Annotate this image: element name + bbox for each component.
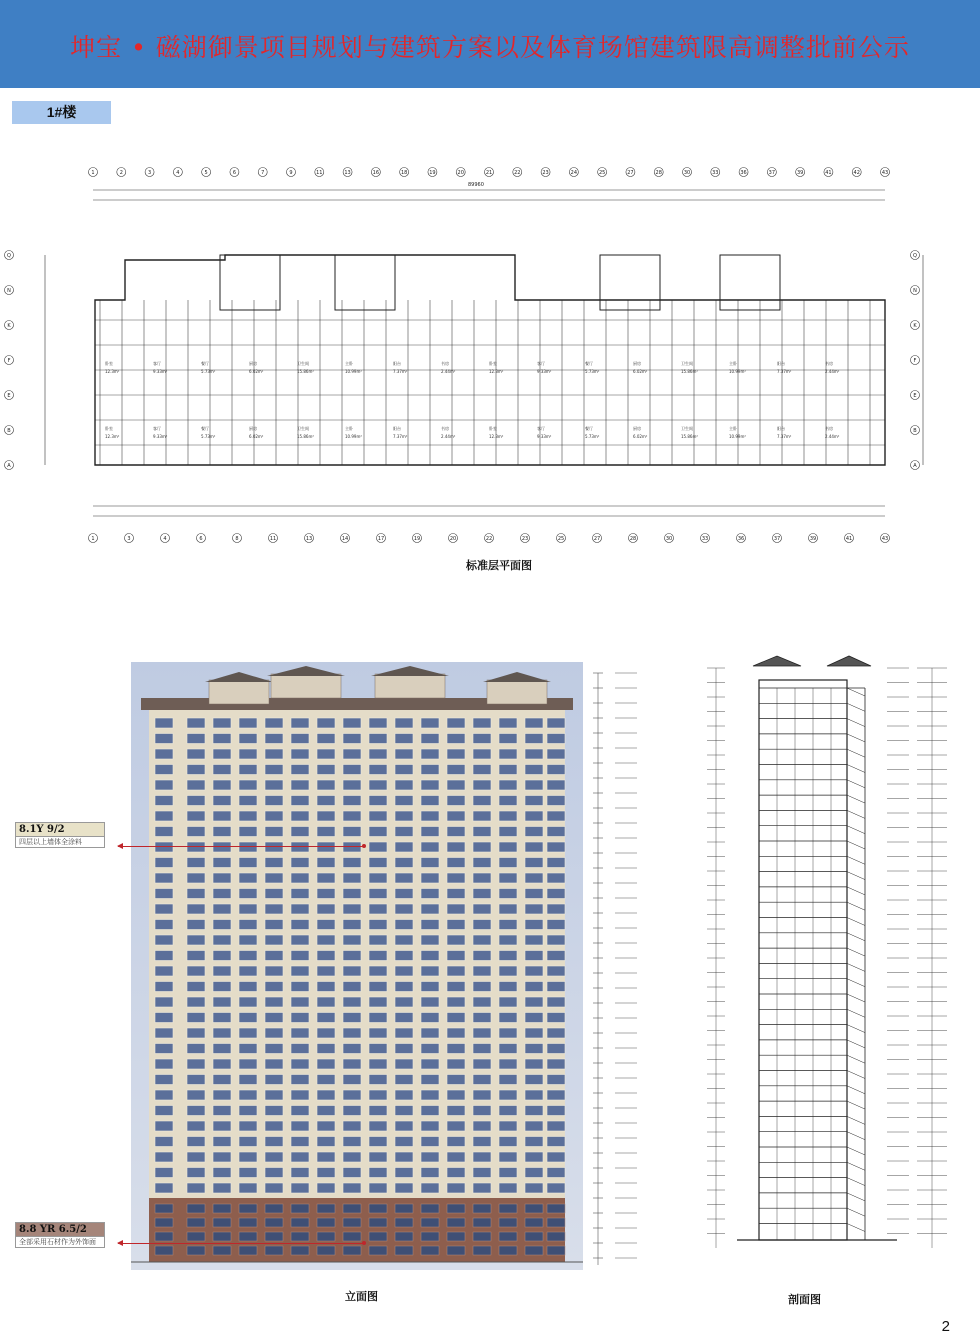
axis-label-top: 13: [344, 170, 351, 176]
axis-label-top: 39: [796, 170, 804, 176]
room-area: 12.3m²: [105, 434, 120, 439]
room-label: 阳台: [777, 426, 785, 431]
room-label: 卧室: [489, 361, 497, 366]
axis-label-bottom: 22: [485, 536, 493, 542]
axis-label-right: A: [913, 463, 917, 469]
room-area: 6.02m²: [633, 369, 648, 374]
room-area: 5.73m²: [585, 369, 600, 374]
elevation-caption: 立面图: [345, 1291, 378, 1303]
room-area: 12.3m²: [105, 369, 120, 374]
room-area: 2.44m²: [441, 434, 456, 439]
axis-label-top: 22: [514, 170, 521, 176]
room-label: 厨房: [633, 426, 641, 431]
room-label: 厨房: [249, 426, 257, 431]
axis-label-top: 41: [825, 170, 832, 176]
axis-label-top: 11: [316, 170, 323, 176]
room-label: 客厅: [537, 361, 545, 366]
floor-plan-drawing: [7, 160, 917, 545]
axis-label-bottom: 28: [629, 536, 637, 542]
room-area: 10.99m²: [345, 369, 362, 374]
room-area: 10.99m²: [729, 434, 746, 439]
section-caption: 剖面图: [788, 1294, 821, 1306]
plan-total-dim: 89960: [468, 182, 484, 188]
material-label-lower: [15, 1222, 105, 1248]
axis-label-right: K: [913, 323, 917, 329]
axis-label-bottom: 25: [557, 536, 565, 542]
axis-label-top: 19: [429, 170, 436, 176]
header-banner: [0, 0, 980, 88]
room-label: 书房: [825, 426, 833, 431]
axis-label-top: 4: [176, 170, 180, 176]
axis-label-bottom: 37: [773, 536, 781, 542]
room-label: 主卧: [729, 361, 737, 366]
room-label: 卫生间: [681, 426, 693, 431]
axis-label-top: 42: [853, 170, 860, 176]
room-area: 5.73m²: [201, 369, 216, 374]
axis-label-top: 43: [881, 170, 889, 176]
axis-label-left: B: [7, 428, 11, 434]
room-area: 7.37m²: [393, 434, 408, 439]
axis-label-left: N: [7, 288, 11, 294]
leader-arrow-upper: [118, 846, 364, 847]
elevation-level-marks: [585, 665, 645, 1275]
room-area: 2.44m²: [441, 369, 456, 374]
room-area: 6.02m²: [249, 434, 264, 439]
room-area: 7.37m²: [777, 369, 792, 374]
room-area: 12.3m²: [489, 434, 504, 439]
axis-label-top: 25: [598, 170, 606, 176]
room-area: 15.86m²: [297, 434, 314, 439]
axis-label-bottom: 41: [845, 536, 853, 542]
axis-label-bottom: 17: [377, 536, 385, 542]
axis-label-top: 30: [683, 170, 691, 176]
axis-label-top: 18: [400, 170, 408, 176]
leader-arrow-lower: [118, 1243, 364, 1244]
axis-label-top: 2: [119, 170, 123, 176]
room-area: 6.02m²: [249, 369, 264, 374]
axis-label-left: F: [7, 358, 11, 364]
axis-label-left: K: [7, 323, 11, 329]
axis-label-bottom: 39: [809, 536, 817, 542]
axis-label-left: A: [7, 463, 11, 469]
room-area: 2.44m²: [825, 434, 840, 439]
room-label: 餐厅: [585, 361, 593, 366]
axis-label-top: 1: [91, 170, 95, 176]
plan-caption: 标准层平面图: [466, 560, 532, 572]
room-label: 阳台: [393, 426, 401, 431]
axis-label-top: 36: [740, 170, 747, 176]
room-area: 7.37m²: [393, 369, 408, 374]
axis-label-bottom: 6: [199, 536, 203, 542]
room-label: 厨房: [633, 361, 641, 366]
room-label: 卫生间: [297, 361, 309, 366]
material-desc: 全部采用石材作为外饰面: [16, 1236, 104, 1247]
page-number: 2: [941, 1318, 950, 1335]
axis-label-bottom: 30: [665, 536, 673, 542]
axis-label-top: 23: [542, 170, 549, 176]
room-label: 卧室: [105, 361, 113, 366]
room-area: 5.73m²: [201, 434, 216, 439]
axis-label-top: 6: [232, 170, 237, 176]
axis-label-top: 27: [627, 170, 634, 176]
axis-label-right: F: [913, 358, 917, 364]
axis-label-bottom: 19: [413, 536, 421, 542]
room-label: 餐厅: [585, 426, 593, 431]
room-label: 客厅: [537, 426, 545, 431]
room-label: 餐厅: [201, 426, 209, 431]
axis-label-bottom: 11: [269, 536, 277, 542]
room-area: 9.33m²: [537, 369, 552, 374]
room-area: 7.37m²: [777, 434, 792, 439]
room-label: 主卧: [345, 426, 353, 431]
room-area: 9.33m²: [153, 434, 168, 439]
axis-label-right: N: [913, 288, 917, 294]
axis-label-bottom: 1: [91, 536, 95, 542]
room-area: 6.02m²: [633, 434, 648, 439]
axis-label-bottom: 13: [305, 536, 313, 542]
room-label: 书房: [825, 361, 833, 366]
axis-label-bottom: 36: [737, 536, 745, 542]
material-desc: 四层以上墙体全涂料: [16, 836, 104, 847]
axis-label-bottom: 33: [701, 536, 709, 542]
axis-label-bottom: 20: [449, 536, 457, 542]
axis-label-top: 33: [712, 170, 719, 176]
room-label: 厨房: [249, 361, 257, 366]
axis-label-bottom: 3: [127, 536, 131, 542]
axis-label-bottom: 43: [881, 536, 889, 542]
room-label: 卧室: [489, 426, 497, 431]
axis-label-top: 5: [204, 170, 208, 176]
room-area: 9.33m²: [153, 369, 168, 374]
material-code: 8.1Y 9/2: [16, 823, 104, 836]
room-label: 主卧: [729, 426, 737, 431]
room-label: 客厅: [153, 426, 161, 431]
axis-label-top: 28: [655, 170, 662, 176]
room-area: 5.73m²: [585, 434, 600, 439]
room-label: 卫生间: [297, 426, 309, 431]
elevation-drawing: [131, 662, 583, 1270]
axis-label-top: 24: [570, 170, 578, 176]
axis-label-right: Q: [913, 253, 917, 259]
room-label: 书房: [441, 361, 449, 366]
axis-label-top: 7: [261, 170, 265, 176]
axis-label-top: 3: [147, 170, 152, 176]
axis-label-bottom: 4: [163, 536, 167, 542]
room-area: 12.3m²: [489, 369, 504, 374]
axis-label-right: B: [913, 428, 917, 434]
room-label: 主卧: [345, 361, 353, 366]
axis-label-right: E: [913, 393, 917, 399]
room-label: 餐厅: [201, 361, 209, 366]
room-label: 阳台: [393, 361, 401, 366]
material-label-upper: [15, 822, 105, 848]
axis-label-bottom: 14: [341, 536, 349, 542]
room-area: 15.86m²: [681, 369, 698, 374]
axis-label-top: 16: [372, 170, 380, 176]
axis-label-left: E: [7, 393, 11, 399]
section-drawing: [697, 648, 962, 1278]
room-area: 15.86m²: [681, 434, 698, 439]
room-area: 2.44m²: [825, 369, 840, 374]
axis-label-top: 37: [768, 170, 776, 176]
room-label: 客厅: [153, 361, 161, 366]
axis-label-top: 9: [289, 170, 293, 176]
axis-label-bottom: 23: [521, 536, 529, 542]
room-label: 阳台: [777, 361, 785, 366]
axis-label-left: Q: [7, 253, 11, 259]
room-label: 卫生间: [681, 361, 693, 366]
room-area: 9.33m²: [537, 434, 552, 439]
room-area: 10.99m²: [345, 434, 362, 439]
room-label: 卧室: [105, 426, 113, 431]
axis-label-bottom: 8: [235, 536, 239, 542]
axis-label-top: 20: [457, 170, 464, 176]
axis-label-bottom: 27: [593, 536, 601, 542]
room-area: 10.99m²: [729, 369, 746, 374]
page-title: 坤宝 • 磁湖御景项目规划与建筑方案以及体育场馆建筑限高调整批前公示: [70, 33, 910, 62]
building-tag: 1#楼: [12, 101, 111, 124]
room-label: 书房: [441, 426, 449, 431]
room-area: 15.86m²: [297, 369, 314, 374]
axis-label-top: 21: [485, 170, 493, 176]
material-code: 8.8 YR 6.5/2: [16, 1223, 104, 1236]
